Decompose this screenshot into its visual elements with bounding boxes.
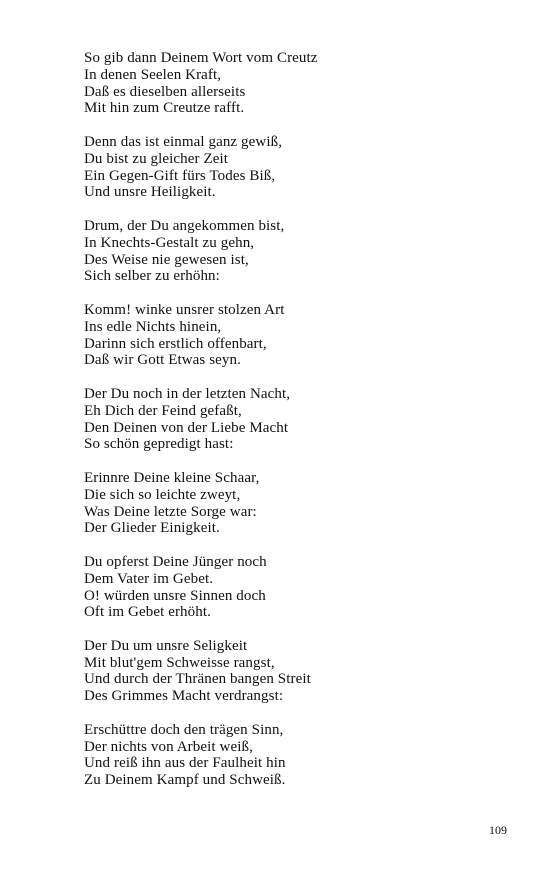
poem-line: Eh Dich der Feind gefaßt, xyxy=(84,402,242,419)
poem-line: O! würden unsre Sinnen doch xyxy=(84,587,266,604)
stanza-1 xyxy=(84,50,504,117)
poem-line: Was Deine letzte Sorge war: xyxy=(84,503,257,520)
poem-line: In Knechts-Gestalt zu gehn, xyxy=(84,234,255,251)
poem-line: Ins edle Nichts hinein, xyxy=(84,318,222,335)
poem-line: Die sich so leichte zweyt, xyxy=(84,486,241,503)
poem-line: Drum, der Du angekommen bist, xyxy=(84,217,285,234)
poem-line: Daß wir Gott Etwas seyn. xyxy=(84,352,241,369)
poem-line: So schön gepredigt hast: xyxy=(84,436,234,453)
poem-line: Dem Vater im Gebet. xyxy=(84,570,214,587)
poem-line: Der Du um unsre Seligkeit xyxy=(84,637,248,654)
stanza-4 xyxy=(84,302,504,369)
stanza-6 xyxy=(84,470,504,537)
poem-line: Den Deinen von der Liebe Macht xyxy=(84,419,289,436)
poem-line: Der nichts von Arbeit weiß, xyxy=(84,738,253,755)
poem-line: Oft im Gebet erhöht. xyxy=(84,604,211,621)
poem-line: Ein Gegen-Gift fürs Todes Biß, xyxy=(84,167,276,184)
stanza-2 xyxy=(84,134,504,201)
stanza-8 xyxy=(84,638,504,705)
stanza-7 xyxy=(84,554,504,621)
poem-line: Erschüttre doch den trägen Sinn, xyxy=(84,721,284,738)
poem-line: Mit blut'gem Schweisse rangst, xyxy=(84,654,275,671)
poem-line: So gib dann Deinem Wort vom Creutz xyxy=(84,50,318,66)
poem-line: Du opferst Deine Jünger noch xyxy=(84,553,267,570)
poem-line: Zu Deinem Kampf und Schweiß. xyxy=(84,772,286,789)
poem-line: Denn das ist einmal ganz gewiß, xyxy=(84,133,283,150)
page-number: 109 xyxy=(489,823,507,837)
stanza-9 xyxy=(84,722,504,789)
poem-line: Und reiß ihn aus der Faulheit hin xyxy=(84,755,286,772)
poem-line: Daß es dieselben allerseits xyxy=(84,83,246,100)
poem-line: Der Du noch in der letzten Nacht, xyxy=(84,385,291,402)
poem-line: Der Glieder Einigkeit. xyxy=(84,520,220,537)
poem-line: Des Weise nie gewesen ist, xyxy=(84,251,249,268)
poem-line: Darinn sich erstlich offenbart, xyxy=(84,335,267,352)
poem-line: Sich selber zu erhöhn: xyxy=(84,268,220,285)
poem-text xyxy=(84,50,504,806)
poem-line: Des Grimmes Macht verdrangst: xyxy=(84,688,284,705)
poem-line: Erinnre Deine kleine Schaar, xyxy=(84,469,260,486)
poem-line: Komm! winke unsrer stolzen Art xyxy=(84,301,285,318)
poem-line: In denen Seelen Kraft, xyxy=(84,66,222,83)
poem-line: Mit hin zum Creutze rafft. xyxy=(84,100,245,117)
poem-line: Und unsre Heiligkeit. xyxy=(84,184,216,201)
stanza-5 xyxy=(84,386,504,453)
poem-line: Du bist zu gleicher Zeit xyxy=(84,150,229,167)
poem-line: Und durch der Thränen bangen Streit xyxy=(84,671,311,688)
stanza-3 xyxy=(84,218,504,285)
